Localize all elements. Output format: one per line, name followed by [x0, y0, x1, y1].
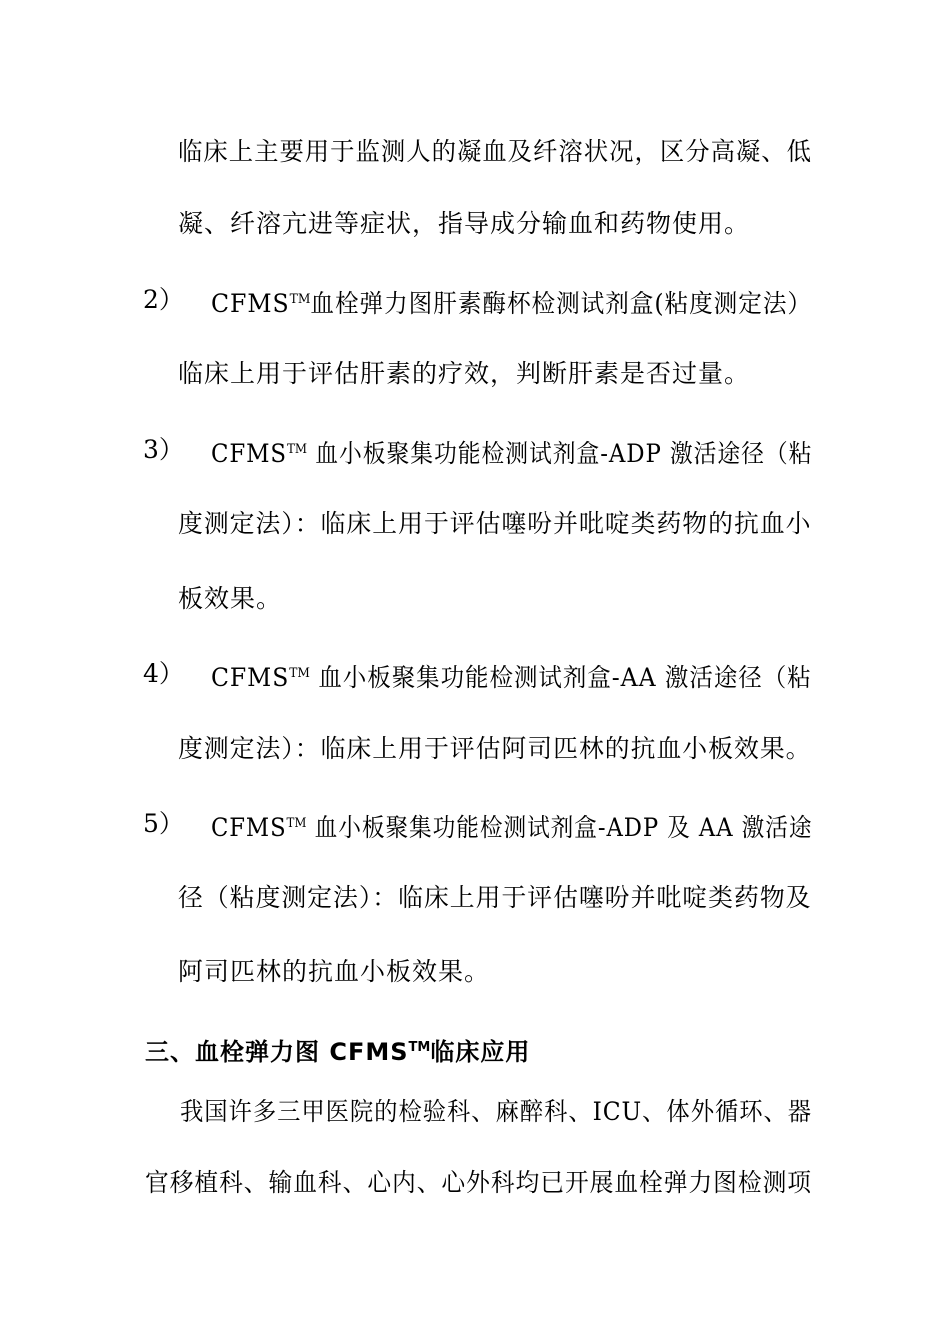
item4-line2: 度测定法）：临床上用于评估阿司匹林的抗血小板效果。 [178, 734, 812, 763]
item2-brand: CFMS [211, 289, 290, 318]
item5-tm: TM [286, 816, 307, 831]
item2-line2: 临床上用于评估肝素的疗效，判断肝素是否过量。 [178, 359, 751, 388]
section3-para-line2: 官移植科、输血科、心内、心外科均已开展血栓弹力图检测项 [145, 1168, 812, 1197]
item4-title [211, 659, 812, 693]
item5-brand: CFMS [211, 813, 287, 842]
item3-brand: CFMS [211, 439, 287, 468]
item5-title [211, 809, 812, 843]
item4-tm: TM [289, 666, 310, 681]
item2-tm: TM [289, 292, 311, 307]
section3-para-line1: 我国许多三甲医院的检验科、麻醉科、ICU、体外循环、器 [180, 1097, 813, 1126]
item3-number: 3） [143, 435, 184, 464]
item2-title-rest: 血栓弹力图肝素酶杯检测试剂盒(粘度测定法） [310, 289, 812, 318]
item3-title-rest: 血小板聚集功能检测试剂盒-ADP 激活途径（粘 [307, 439, 813, 468]
item5-line3: 阿司匹林的抗血小板效果。 [178, 957, 491, 986]
item1-line2: 凝、纤溶亢进等症状，指导成分输血和药物使用。 [178, 209, 751, 238]
section3-heading [145, 1033, 530, 1067]
item4-brand: CFMS [211, 663, 290, 692]
section3-heading-prefix: 三、血栓弹力图 CFMS [145, 1038, 409, 1066]
item3-tm: TM [286, 442, 308, 457]
item5-title-rest: 血小板聚集功能检测试剂盒-ADP 及 AA 激活途 [306, 813, 813, 842]
item2-number: 2） [143, 285, 184, 314]
item1-line1: 临床上主要用于监测人的凝血及纤溶状况，区分高凝、低 [178, 137, 813, 166]
section3-heading-suffix: 临床应用 [430, 1038, 531, 1066]
item3-line3: 板效果。 [178, 584, 283, 613]
item5-line2: 径（粘度测定法）：临床上用于评估噻吩并吡啶类药物及 [178, 883, 812, 912]
section3-heading-tm: TM [408, 1040, 431, 1055]
item5-number: 5） [143, 809, 184, 838]
item2-title [211, 285, 812, 319]
item3-line2: 度测定法）：临床上用于评估噻吩并吡啶类药物的抗血小 [178, 509, 812, 538]
item3-title [211, 435, 812, 469]
item4-title-rest: 血小板聚集功能检测试剂盒-AA 激活途径（粘 [309, 663, 812, 692]
item4-number: 4） [143, 659, 184, 688]
